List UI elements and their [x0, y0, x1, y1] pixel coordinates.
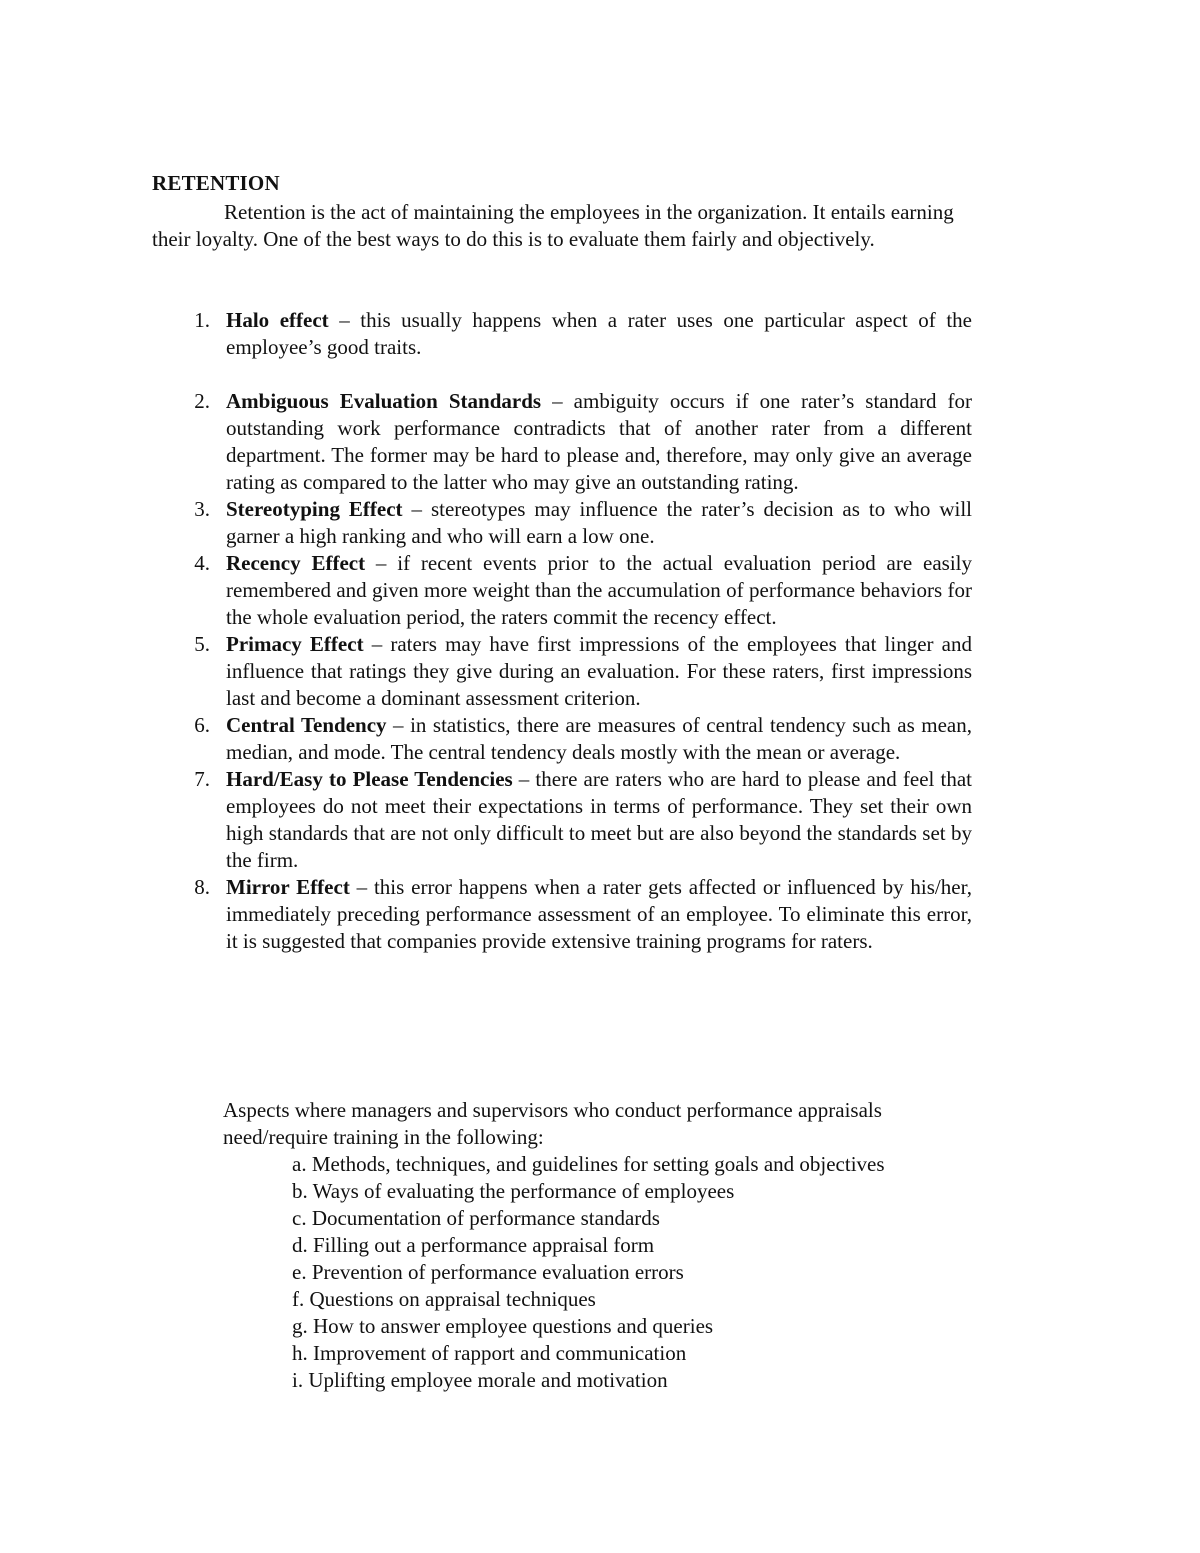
error-item-ambiguous-standards [186, 388, 972, 496]
error-description: – this error happens when a rater gets affected or influenced by his/her, immediately preceding performance assessment of an employee. To eliminate this error, it is suggested that companies provide extensive training programs for raters. [226, 875, 972, 953]
list-item: a. Methods, techniques, and guidelines for setting goals and objectives [292, 1152, 885, 1176]
error-description: – in statistics, there are measures of central tendency such as mean, median, and mode. The central tendency deals mostly with the mean or average. [226, 713, 972, 764]
error-term: Mirror Effect [226, 875, 350, 899]
error-item-recency-effect [186, 550, 972, 631]
error-item-primacy-effect [186, 631, 972, 712]
error-item-mirror-effect [186, 874, 972, 955]
error-description: – if recent events prior to the actual evaluation period are easily remembered and given more weight than the accumulation of performance behaviors for the whole evaluation period, the raters commit the recency effect. [226, 551, 972, 629]
error-description: – raters may have first impressions of the employees that linger and influence that ratings they give during an evaluation. For these raters, first impressions last and become a dominant assessment criterion. [226, 632, 972, 710]
error-number: 8. [194, 875, 210, 899]
error-term: Halo effect [226, 308, 329, 332]
error-description: – this usually happens when a rater uses one particular aspect of the employee’s good traits. [226, 308, 972, 359]
list-item: i. Uplifting employee morale and motivation [292, 1368, 668, 1392]
error-number: 4. [194, 551, 210, 575]
list-item: d. Filling out a performance appraisal form [292, 1233, 655, 1257]
training-aspects-list [292, 1151, 992, 1394]
error-description: – stereotypes may influence the rater’s decision as to who will garner a high ranking and who will earn a low one. [226, 497, 972, 548]
error-term: Primacy Effect [226, 632, 364, 656]
error-item-central-tendency [186, 712, 972, 766]
error-item-halo-effect [186, 307, 972, 361]
error-number: 6. [194, 713, 210, 737]
list-item: b. Ways of evaluating the performance of employees [292, 1179, 735, 1203]
error-term: Recency Effect [226, 551, 366, 575]
section-title: RETENTION [152, 171, 280, 195]
error-term: Stereotyping Effect [226, 497, 403, 521]
error-description: – there are raters who are hard to please and feel that employees do not meet their expectations in terms of performance. They set their own high standards that are not only difficult to meet but are also beyond the standards set by the firm. [226, 767, 972, 872]
error-item-stereotyping-effect [186, 496, 972, 550]
intro-paragraph: Retention is the act of maintaining the employees in the organization. It entails earning their loyalty. One of the best ways to do this is to evaluate them fairly and objectively. [152, 200, 954, 251]
rating-errors-list [186, 307, 972, 955]
list-item: e. Prevention of performance evaluation errors [292, 1260, 684, 1284]
list-item: g. How to answer employee questions and queries [292, 1314, 714, 1338]
error-number: 1. [194, 308, 210, 332]
error-number: 3. [194, 497, 210, 521]
error-number: 7. [194, 767, 210, 791]
training-aspects-intro: Aspects where managers and supervisors who conduct performance appraisals need/require training in the following: [223, 1098, 882, 1149]
error-number: 2. [194, 389, 210, 413]
error-item-hard-easy-to-please [186, 766, 972, 874]
error-description: – ambiguity occurs if one rater’s standard for outstanding work performance contradicts that of another rater from a different department. The former may be hard to please and, therefore, may only give an average rating as compared to the latter who may give an outstanding rating. [226, 389, 972, 494]
list-item: f. Questions on appraisal techniques [292, 1287, 596, 1311]
error-term: Central Tendency [226, 713, 387, 737]
list-item: c. Documentation of performance standards [292, 1206, 660, 1230]
error-term: Hard/Easy to Please Tendencies [226, 767, 513, 791]
error-term: Ambiguous Evaluation Standards [226, 389, 542, 413]
error-number: 5. [194, 632, 210, 656]
list-item: h. Improvement of rapport and communication [292, 1341, 687, 1365]
